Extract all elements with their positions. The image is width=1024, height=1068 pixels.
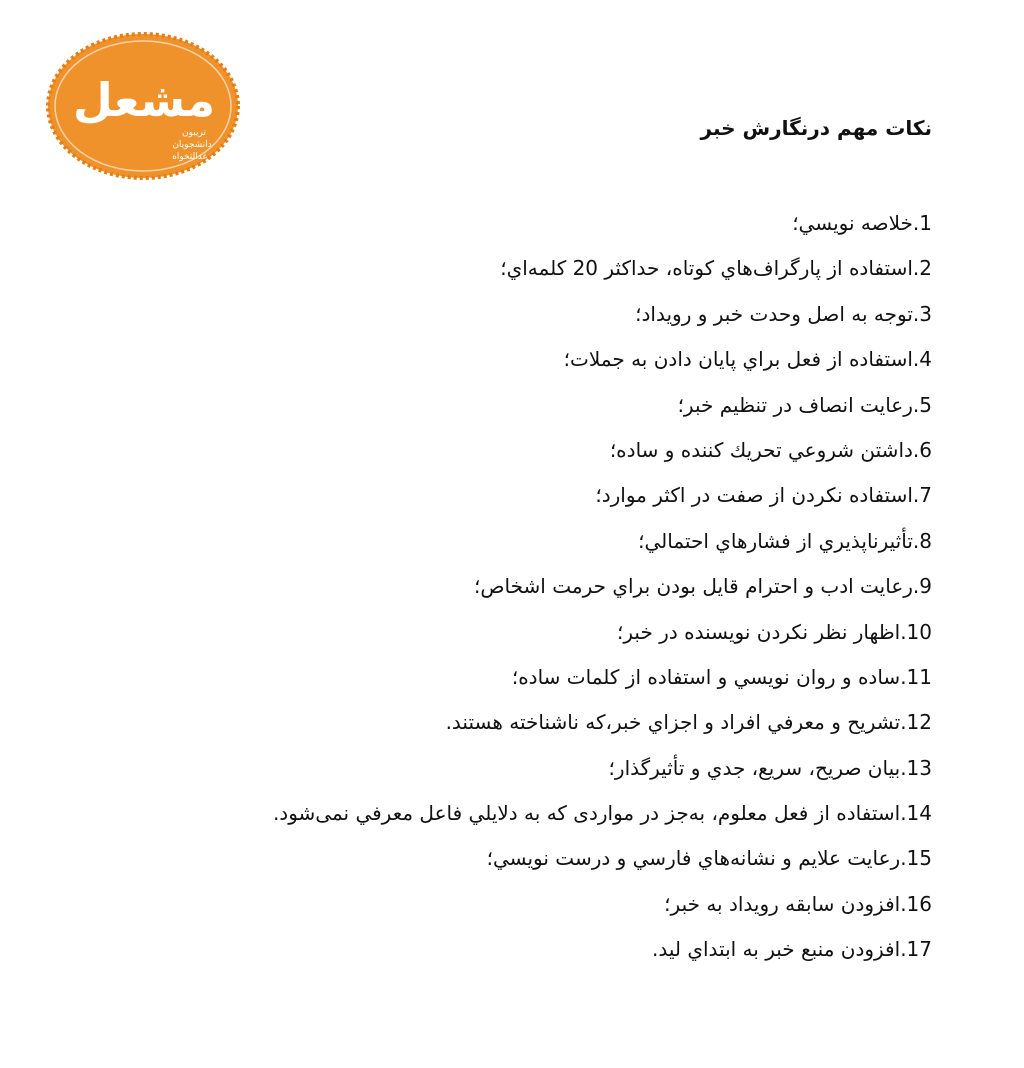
- list-item: [132, 292, 932, 337]
- list-item-text: خلاصه نويسي؛: [792, 211, 913, 235]
- list-item-text: رعايت علايم و نشانه‌هاي فارسي و درست نويسي؛: [486, 846, 901, 871]
- list-item-number: 15.: [900, 846, 932, 871]
- list-item-number: 9.: [912, 574, 932, 599]
- list-item-number: 6.: [912, 437, 932, 462]
- mashal-logo: [44, 30, 242, 182]
- list-item-number: 3.: [912, 301, 932, 326]
- list-item: [132, 201, 932, 246]
- list-item: [132, 246, 932, 291]
- list-item-text: استفاده از فعل براي پايان دادن به جملات؛: [563, 347, 913, 372]
- list-item: [132, 519, 932, 564]
- list-item-text: توجه به اصل وحدت خبر و رويداد؛: [635, 301, 913, 326]
- list-item-text: استفاده نكردن از صفت در اكثر موارد؛: [595, 483, 913, 508]
- list-item-text: افزودن سابقه رويداد به خبر؛: [664, 891, 901, 916]
- list-item-text: رعايت انصاف در تنظيم خبر؛: [677, 392, 913, 417]
- logo-tagline-line2: دانشجویان: [172, 140, 212, 150]
- list-item-number: 13.: [900, 755, 932, 780]
- list-item-number: 14.: [900, 801, 932, 826]
- list-item-text: ساده و روان نويسي و استفاده از كلمات ساده؛: [511, 664, 901, 689]
- list-item-text: تأثيرناپذيري از فشارهاي احتمالي؛: [638, 528, 913, 553]
- list-item-number: 7.: [912, 483, 932, 508]
- list-item: [132, 836, 932, 881]
- list-item-number: 2.: [912, 256, 932, 281]
- document-body: [232, 110, 932, 962]
- list-item-text: تشريح و معرفي افراد و اجزاي خبر،كه ناشناخته هستند.: [445, 710, 901, 735]
- list-item: [132, 610, 932, 655]
- list-item-number: 17.: [900, 937, 932, 962]
- list-item-text: بيان صريح، سريع، جدي و تأثيرگذار؛: [608, 755, 901, 780]
- list-item-text: استفاده از پارگراف‌هاي كوتاه، حداكثر 20 كلمه‌اي؛: [500, 256, 913, 281]
- list-item: [132, 746, 932, 791]
- tips-list: [132, 201, 932, 973]
- logo-wordmark: مشعل: [72, 73, 216, 127]
- list-item-number: 5.: [912, 392, 932, 417]
- list-item: [132, 473, 932, 518]
- list-item-number: 1.: [912, 211, 932, 235]
- list-item-number: 10.: [900, 619, 932, 644]
- list-item: [132, 927, 932, 972]
- list-item-text: رعايت ادب و احترام قايل بودن براي حرمت اشخاص؛: [474, 574, 913, 599]
- list-item-number: 12.: [900, 710, 932, 735]
- list-item-number: 16.: [900, 891, 932, 916]
- mashal-logo-badge: [44, 30, 242, 182]
- list-item: [132, 383, 932, 428]
- list-item-number: 8.: [912, 528, 932, 553]
- list-item: [132, 791, 932, 836]
- list-item-text: افزودن منبع خبر به ابتداي ليد.: [651, 937, 901, 962]
- list-item: [132, 428, 932, 473]
- logo-tagline-line1: تریبون: [182, 128, 206, 138]
- list-item: [132, 564, 932, 609]
- list-item: [132, 700, 932, 745]
- list-item: [132, 655, 932, 700]
- list-item-text: داشتن شروعي تحريك كننده و ساده؛: [609, 437, 913, 462]
- list-item: [132, 337, 932, 382]
- list-item-text: اظهار نظر نكردن نويسنده در خبر؛: [617, 619, 901, 644]
- logo-tagline-line3: عدالتخواه: [172, 152, 208, 162]
- list-item: [132, 882, 932, 927]
- list-item-text: استفاده از فعل معلوم، به‌جز در مواردی كه به دلايلي فاعل معرفي نمی‌شود.: [272, 801, 901, 826]
- list-item-number: 11.: [900, 664, 932, 689]
- list-item-number: 4.: [912, 347, 932, 372]
- page-title: نکات مهم درنگارش خبر: [700, 116, 932, 140]
